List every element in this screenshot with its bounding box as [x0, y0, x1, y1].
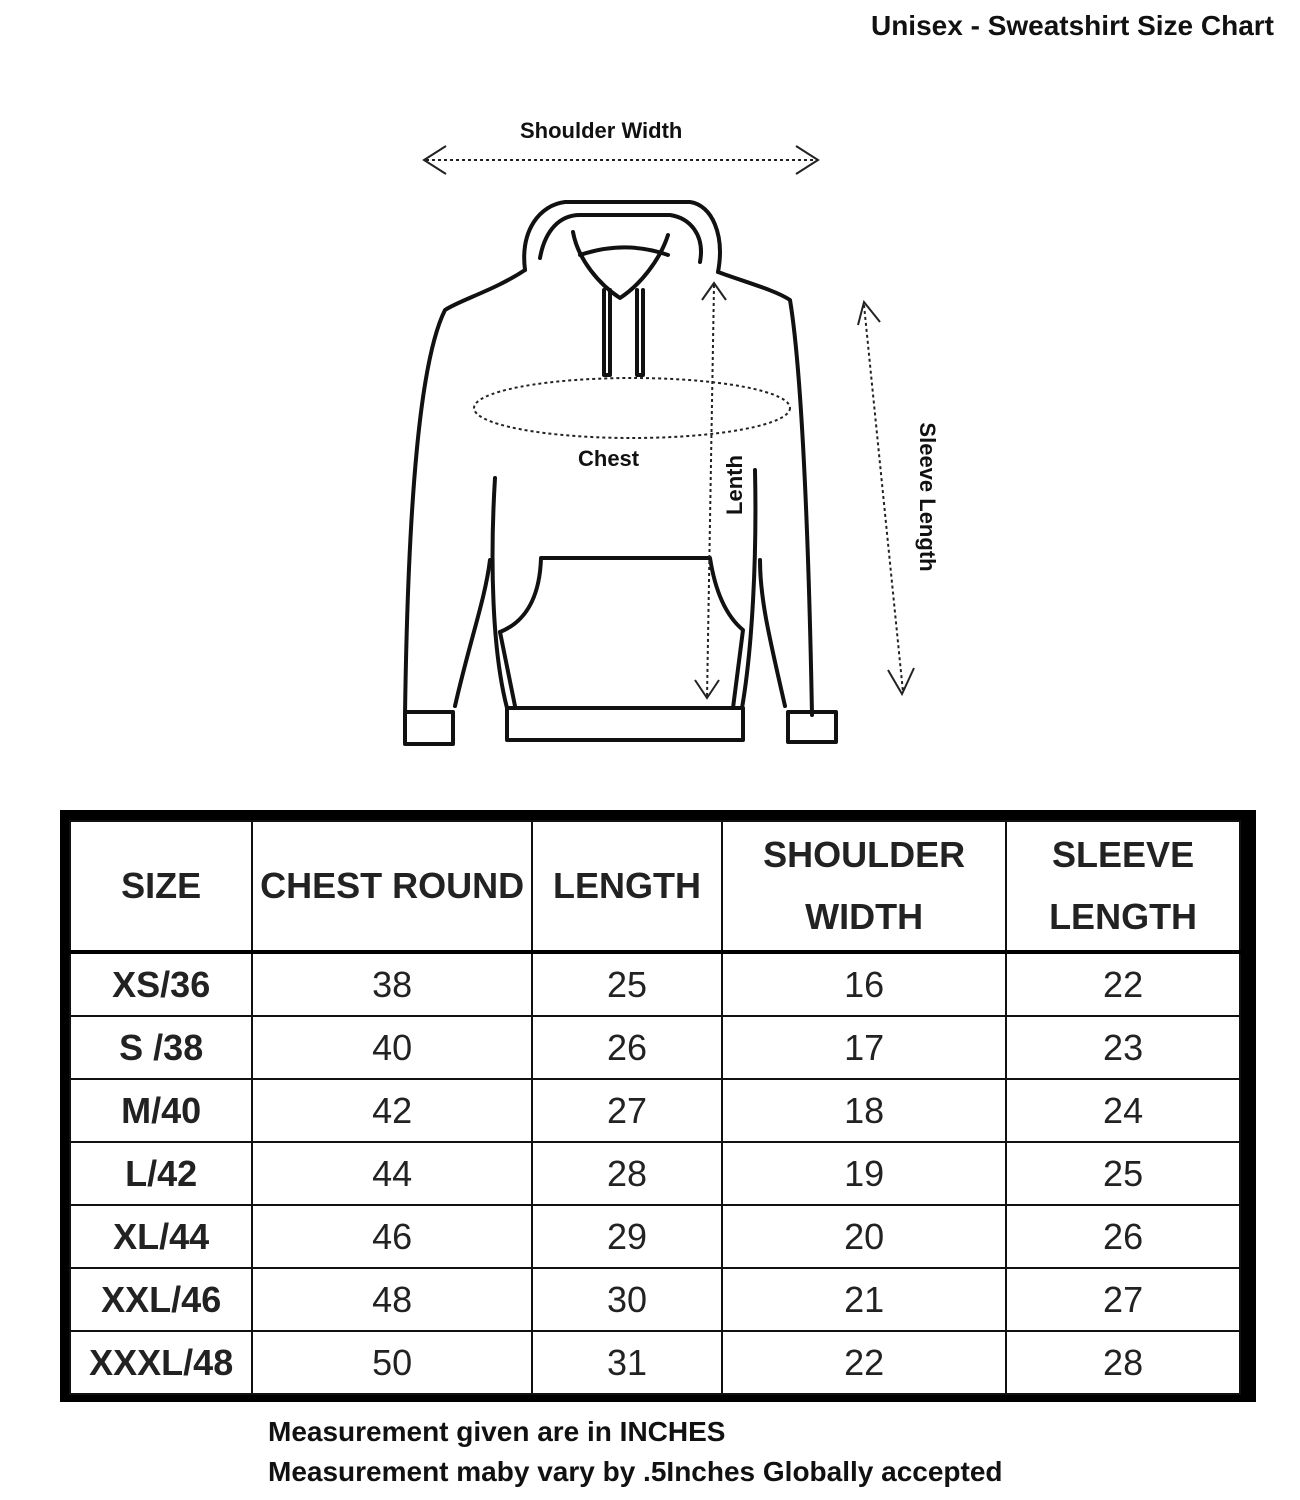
sleeve-cell: 25 [1006, 1142, 1240, 1205]
size-cell: XXL/46 [70, 1268, 252, 1331]
page-title: Unisex - Sweatshirt Size Chart [870, 10, 1274, 41]
chest-cell: 40 [252, 1016, 532, 1079]
header-chest-round: CHEST ROUND [252, 821, 532, 952]
shoulder-cell: 16 [722, 952, 1006, 1016]
shoulder-width-label: Shoulder Width [520, 118, 683, 143]
chest-label: Chest [578, 446, 640, 471]
size-table-frame [60, 810, 1256, 1402]
note-units: Measurement given are in INCHES [268, 1416, 726, 1447]
length-cell: 28 [532, 1142, 722, 1205]
chest-cell: 44 [252, 1142, 532, 1205]
sleeve-cell: 23 [1006, 1016, 1240, 1079]
length-cell: 31 [532, 1331, 722, 1394]
length-cell: 30 [532, 1268, 722, 1331]
shoulder-cell: 18 [722, 1079, 1006, 1142]
note-tolerance: Measurement maby vary by .5Inches Globally accepted [268, 1456, 1003, 1487]
size-cell: XXXL/48 [70, 1331, 252, 1394]
measurement-notes [268, 1412, 1003, 1492]
size-cell: S /38 [70, 1016, 252, 1079]
header-sleeve-length: SLEEVE LENGTH [1006, 821, 1240, 952]
shoulder-cell: 17 [722, 1016, 1006, 1079]
chest-cell: 38 [252, 952, 532, 1016]
size-cell: M/40 [70, 1079, 252, 1142]
sleeve-cell: 28 [1006, 1331, 1240, 1394]
sleeve-cell: 27 [1006, 1268, 1240, 1331]
table-row [70, 1079, 1240, 1142]
sleeve-cell: 22 [1006, 952, 1240, 1016]
shoulder-cell: 21 [722, 1268, 1006, 1331]
chest-cell: 48 [252, 1268, 532, 1331]
shoulder-cell: 20 [722, 1205, 1006, 1268]
table-row [70, 1268, 1240, 1331]
length-cell: 26 [532, 1016, 722, 1079]
length-cell: 25 [532, 952, 722, 1016]
header-length: LENGTH [532, 821, 722, 952]
table-row [70, 1016, 1240, 1079]
header-size: SIZE [70, 821, 252, 952]
table-row [70, 1331, 1240, 1394]
table-header-row [70, 821, 1240, 952]
header-shoulder-width: SHOULDER WIDTH [722, 821, 1006, 952]
shoulder-cell: 19 [722, 1142, 1006, 1205]
table-row [70, 1142, 1240, 1205]
sleeve-cell: 26 [1006, 1205, 1240, 1268]
size-cell: L/42 [70, 1142, 252, 1205]
sleeve-length-label: Sleeve Length [915, 422, 940, 572]
size-cell: XL/44 [70, 1205, 252, 1268]
length-cell: 27 [532, 1079, 722, 1142]
chest-cell: 50 [252, 1331, 532, 1394]
size-cell: XS/36 [70, 952, 252, 1016]
shoulder-cell: 22 [722, 1331, 1006, 1394]
chest-cell: 46 [252, 1205, 532, 1268]
length-cell: 29 [532, 1205, 722, 1268]
length-label: Lenth [722, 455, 747, 515]
size-table [69, 820, 1241, 1395]
table-row [70, 1205, 1240, 1268]
table-row [70, 952, 1240, 1016]
sleeve-cell: 24 [1006, 1079, 1240, 1142]
chest-cell: 42 [252, 1079, 532, 1142]
